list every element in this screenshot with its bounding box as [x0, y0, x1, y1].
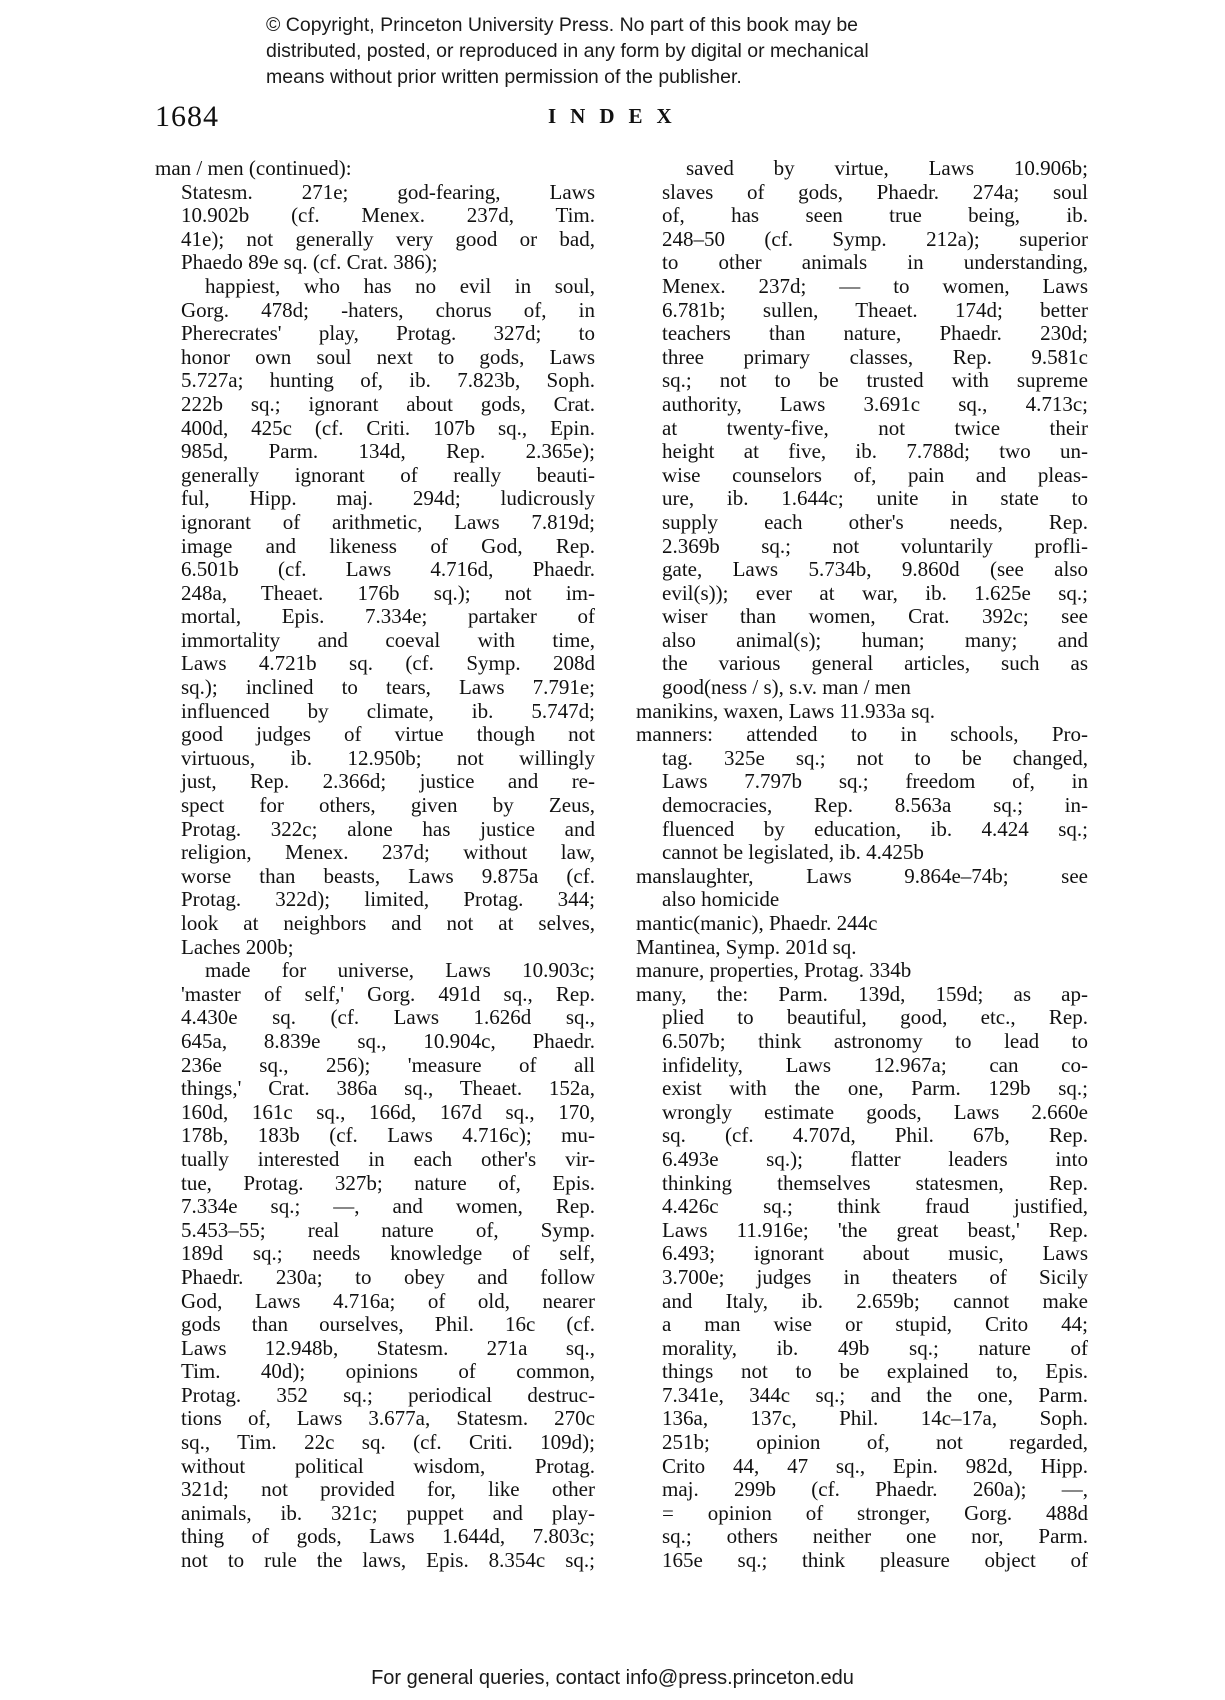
index-entry-line: 236e sq., 256); 'measure of all	[181, 1052, 595, 1077]
index-column-right	[636, 157, 1088, 1573]
index-entry-line: image and likeness of God, Rep.	[181, 533, 595, 558]
index-entry-line: Tim. 40d); opinions of common,	[181, 1359, 595, 1384]
index-entry-line: wise counselors of, pain and pleas-	[662, 462, 1088, 487]
index-entry-line: 4.426c sq.; think fraud justified,	[662, 1194, 1088, 1219]
index-entry-line: at twenty-five, not twice their	[662, 415, 1088, 440]
index-entry-line: wrongly estimate goods, Laws 2.660e	[662, 1099, 1088, 1124]
index-entry-line: 4.430e sq. (cf. Laws 1.626d sq.,	[181, 1005, 595, 1030]
index-entry-line: supply each other's needs, Rep.	[662, 509, 1088, 534]
index-entry-line: just, Rep. 2.366d; justice and re-	[181, 769, 595, 794]
index-entry-line: cannot be legislated, ib. 4.425b	[662, 840, 924, 865]
index-entry-line: 178b, 183b (cf. Laws 4.716c); mu-	[181, 1123, 595, 1148]
index-entry-line: also animal(s); human; many; and	[662, 627, 1088, 652]
index-entry-line: 7.341e, 344c sq.; and the one, Parm.	[662, 1382, 1088, 1407]
index-entry-line: = opinion of stronger, Gorg. 488d	[662, 1500, 1088, 1525]
index-entry-line: of, has seen true being, ib.	[662, 203, 1088, 228]
index-entry-line: 5.727a; hunting of, ib. 7.823b, Soph.	[181, 368, 595, 393]
index-entry-line: animals, ib. 321c; puppet and play-	[181, 1500, 595, 1525]
index-entry-line: 321d; not provided for, like other	[181, 1477, 595, 1502]
index-entry-heading: mantic(manic), Phaedr. 244c	[636, 911, 878, 935]
index-entry-line: morality, ib. 49b sq.; nature of	[662, 1335, 1088, 1360]
running-head: INDEX	[548, 104, 686, 128]
index-entry-line: evil(s)); ever at war, ib. 1.625e sq.;	[662, 580, 1088, 605]
index-entry-line: influenced by climate, ib. 5.747d;	[181, 698, 595, 723]
index-entry-line: maj. 299b (cf. Phaedr. 260a); —,	[662, 1477, 1088, 1502]
index-entry-line: ure, ib. 1.644c; unite in state to	[662, 486, 1088, 511]
index-entry-line: also homicide	[662, 887, 780, 912]
index-column-left	[155, 157, 595, 1573]
copyright-line: distributed, posted, or reproduced in any form by digital or mechanical	[266, 40, 869, 62]
index-entry-line: Laches 200b;	[181, 934, 294, 959]
index-entry-line: infidelity, Laws 12.967a; can co-	[662, 1052, 1088, 1077]
index-entry-line: ful, Hipp. maj. 294d; ludicrously	[181, 486, 595, 511]
index-entry-line: authority, Laws 3.691c sq., 4.713c;	[662, 391, 1088, 416]
index-entry-line: mortal, Epis. 7.334e; partaker of	[181, 604, 595, 629]
index-entry-line: 10.902b (cf. Menex. 237d, Tim.	[181, 203, 595, 228]
index-entry-line: Laws 12.948b, Statesm. 271a sq.,	[181, 1335, 595, 1360]
index-entry-line: gods than ourselves, Phil. 16c (cf.	[181, 1312, 595, 1337]
index-entry-line: sq. (cf. 4.707d, Phil. 67b, Rep.	[662, 1123, 1088, 1148]
index-entry-heading: many, the: Parm. 139d, 159d; as ap-	[636, 981, 1088, 1006]
index-entry-line: things,' Crat. 386a sq., Theaet. 152a,	[181, 1076, 595, 1101]
index-entry-line: God, Laws 4.716a; of old, nearer	[181, 1288, 595, 1313]
index-entry-line: 6.781b; sullen, Theaet. 174d; better	[662, 297, 1088, 322]
index-entry-line: height at five, ib. 7.788d; two un-	[662, 439, 1088, 464]
index-entry-line: tag. 325e sq.; not to be changed,	[662, 745, 1088, 770]
index-entry-line: plied to beautiful, good, etc., Rep.	[662, 1005, 1088, 1030]
index-entry-line: Crito 44, 47 sq., Epin. 982d, Hipp.	[662, 1453, 1088, 1478]
index-entry-heading: Mantinea, Symp. 201d sq.	[636, 934, 857, 959]
index-entry-line: 5.453–55; real nature of, Symp.	[181, 1217, 595, 1242]
index-entry-line: 165e sq.; think pleasure object of	[662, 1548, 1088, 1573]
index-entry-line: good judges of virtue though not	[181, 722, 595, 747]
index-entry-line: 136a, 137c, Phil. 14c–17a, Soph.	[662, 1406, 1088, 1431]
index-entry-line: immortality and coeval with time,	[181, 627, 595, 652]
index-entry-line: 222b sq.; ignorant about gods, Crat.	[181, 391, 595, 416]
index-entry-line: Pherecrates' play, Protag. 327d; to	[181, 321, 595, 346]
index-entry-line: not to rule the laws, Epis. 8.354c sq.;	[181, 1548, 595, 1573]
page-number: 1684	[155, 100, 219, 133]
index-entry-line: 400d, 425c (cf. Criti. 107b sq., Epin.	[181, 415, 595, 440]
index-entry-line: Laws 4.721b sq. (cf. Symp. 208d	[181, 651, 595, 676]
index-entry-line: 985d, Parm. 134d, Rep. 2.365e);	[181, 439, 595, 464]
index-entry-line: Protag. 322c; alone has justice and	[181, 816, 595, 841]
index-entry-line: sq.; not to be trusted with supreme	[662, 368, 1088, 393]
index-entry-line: ignorant of arithmetic, Laws 7.819d;	[181, 509, 595, 534]
index-entry-line: thinking themselves statesmen, Rep.	[662, 1170, 1088, 1195]
index-entry-line: look at neighbors and not at selves,	[181, 911, 595, 935]
index-entry-line: Laws 11.916e; 'the great beast,' Rep.	[662, 1217, 1088, 1242]
index-entry-line: fluenced by education, ib. 4.424 sq.;	[662, 816, 1088, 841]
footer-contact: For general queries, contact info@press.princeton.edu	[371, 1667, 854, 1689]
index-entry-line: Protag. 352 sq.; periodical destruc-	[181, 1382, 595, 1407]
index-entry-line: tions of, Laws 3.677a, Statesm. 270c	[181, 1406, 595, 1431]
index-entry-line: sq., Tim. 22c sq. (cf. Criti. 109d);	[181, 1430, 595, 1455]
index-entry-line: virtuous, ib. 12.950b; not willingly	[181, 745, 595, 770]
index-entry-line: gate, Laws 5.734b, 9.860d (see also	[662, 557, 1088, 582]
index-entry-line: 41e); not generally very good or bad,	[181, 226, 595, 251]
index-entry-line: teachers than nature, Phaedr. 230d;	[662, 321, 1088, 346]
index-entry-line: 6.493e sq.); flatter leaders into	[662, 1146, 1088, 1171]
index-entry-line: 'master of self,' Gorg. 491d sq., Rep.	[181, 981, 595, 1006]
index-entry-heading: manikins, waxen, Laws 11.933a sq.	[636, 698, 936, 723]
index-entry-line: 189d sq.; needs knowledge of self,	[181, 1241, 595, 1266]
index-entry-line: 6.507b; think astronomy to lead to	[662, 1028, 1088, 1053]
index-entry-line: exist with the one, Parm. 129b sq.;	[662, 1076, 1088, 1101]
index-entry-heading: manners: attended to in schools, Pro-	[636, 722, 1088, 747]
index-entry-line: the various general articles, such as	[662, 651, 1088, 676]
index-entry-line: 2.369b sq.; not voluntarily profli-	[662, 533, 1088, 558]
index-entry-line: Statesm. 271e; god-fearing, Laws	[181, 179, 595, 204]
copyright-line: © Copyright, Princeton University Press. No part of this book may be	[266, 14, 859, 36]
index-entry-line: democracies, Rep. 8.563a sq.; in-	[662, 793, 1088, 818]
index-entry-line: Phaedo 89e sq. (cf. Crat. 386);	[181, 250, 438, 275]
index-entry-line: a man wise or stupid, Crito 44;	[662, 1312, 1088, 1337]
index-entry-line: Menex. 237d; — to women, Laws	[662, 273, 1088, 298]
index-entry-line: slaves of gods, Phaedr. 274a; soul	[662, 179, 1088, 204]
index-entry-line: made for universe, Laws 10.903c;	[205, 958, 595, 983]
index-entry-line: spect for others, given by Zeus,	[181, 793, 595, 818]
index-entry-line: happiest, who has no evil in soul,	[205, 273, 595, 298]
index-entry-line: 6.493; ignorant about music, Laws	[662, 1241, 1088, 1266]
index-entry-line: tue, Protag. 327b; nature of, Epis.	[181, 1170, 595, 1195]
index-entry-line: saved by virtue, Laws 10.906b;	[686, 156, 1088, 180]
index-entry-line: religion, Menex. 237d; without law,	[181, 840, 595, 865]
index-entry-line: honor own soul next to gods, Laws	[181, 344, 595, 369]
index-entry-line: 248a, Theaet. 176b sq.); not im-	[181, 580, 595, 605]
index-entry-heading: manslaughter, Laws 9.864e–74b; see	[636, 863, 1088, 888]
index-entry-line: 160d, 161c sq., 166d, 167d sq., 170,	[181, 1099, 595, 1124]
index-entry-line: 645a, 8.839e sq., 10.904c, Phaedr.	[181, 1028, 595, 1053]
index-entry-line: generally ignorant of really beauti-	[181, 462, 595, 487]
index-entry-heading: man / men (continued):	[155, 156, 352, 180]
index-entry-line: and Italy, ib. 2.659b; cannot make	[662, 1288, 1088, 1313]
index-entry-line: 7.334e sq.; —, and women, Rep.	[181, 1194, 595, 1219]
index-entry-line: 3.700e; judges in theaters of Sicily	[662, 1264, 1088, 1289]
index-entry-line: without political wisdom, Protag.	[181, 1453, 595, 1478]
index-entry-line: Gorg. 478d; -haters, chorus of, in	[181, 297, 595, 322]
index-entry-line: thing of gods, Laws 1.644d, 7.803c;	[181, 1524, 595, 1549]
index-entry-line: Protag. 322d); limited, Protag. 344;	[181, 887, 595, 912]
index-entry-line: tually interested in each other's vir-	[181, 1146, 595, 1171]
copyright-line: means without prior written permission of the publisher.	[266, 66, 742, 88]
index-entry-line: 248–50 (cf. Symp. 212a); superior	[662, 226, 1088, 251]
index-entry-line: to other animals in understanding,	[662, 250, 1088, 275]
index-entry-line: wiser than women, Crat. 392c; see	[662, 604, 1088, 629]
index-entry-line: worse than beasts, Laws 9.875a (cf.	[181, 863, 595, 888]
index-entry-line: Phaedr. 230a; to obey and follow	[181, 1264, 595, 1289]
index-entry-heading: manure, properties, Protag. 334b	[636, 958, 912, 983]
index-entry-line: 6.501b (cf. Laws 4.716d, Phaedr.	[181, 557, 595, 582]
index-entry-line: sq.); inclined to tears, Laws 7.791e;	[181, 675, 595, 700]
index-entry-line: Laws 7.797b sq.; freedom of, in	[662, 769, 1088, 794]
index-entry-line: things not to be explained to, Epis.	[662, 1359, 1088, 1384]
index-entry-line: 251b; opinion of, not regarded,	[662, 1430, 1088, 1455]
index-entry-line: good(ness / s), s.v. man / men	[662, 675, 911, 700]
index-entry-line: sq.; others neither one nor, Parm.	[662, 1524, 1088, 1549]
index-entry-line: three primary classes, Rep. 9.581c	[662, 344, 1088, 369]
copyright-notice	[266, 12, 986, 90]
